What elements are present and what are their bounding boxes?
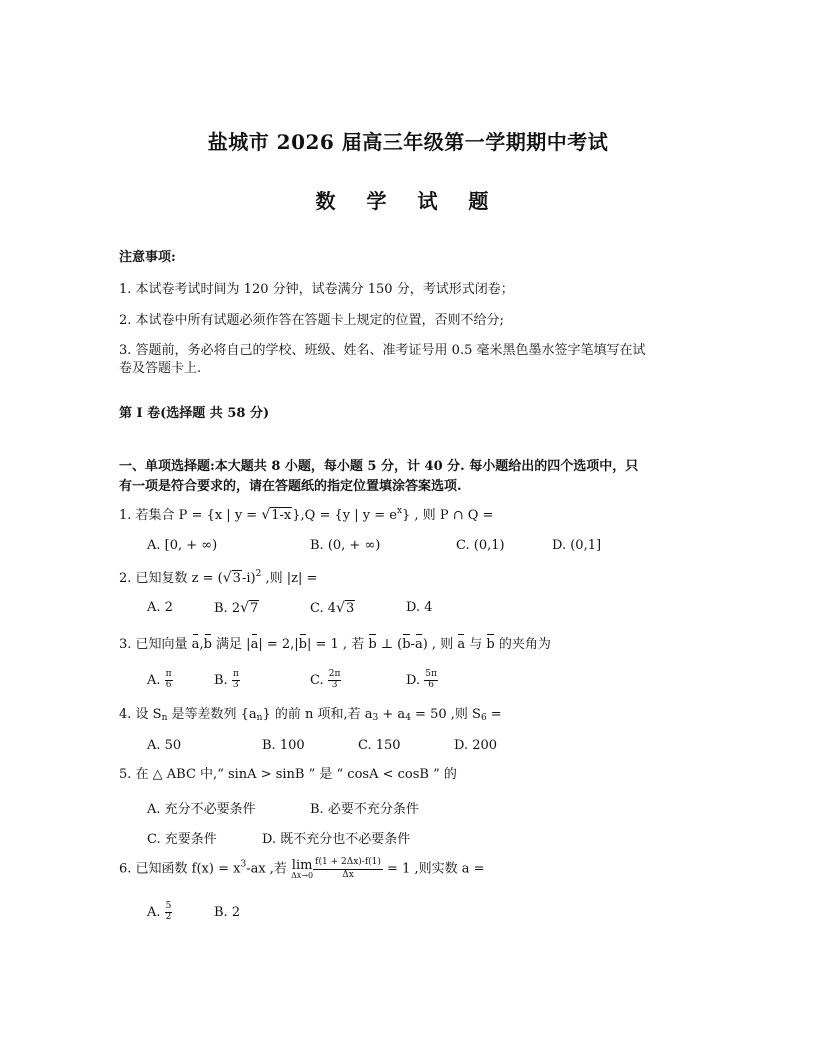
sqrt-symbol: √1-x	[261, 507, 292, 523]
q1-option-b: B. (0, + ∞)	[310, 538, 381, 553]
q6-option-b: B. 2	[214, 905, 241, 920]
q4-option-d: D. 200	[454, 738, 498, 753]
question-6-stem: 6. 已知函数 $f(x) = x^3-ax$ ,若 lim Δx→0 $\frac{f(1 + 2\Delta x)-f(1)}{\Delta x}$ = 1 ,则实数 a =	[119, 857, 485, 880]
q4-option-c: C. 150	[358, 738, 401, 753]
question-3-stem: 3. 已知向量 a,b 满足 |a| = 2,|b| = 1 , 若 b ⊥ (b-a) , 则 a 与 b 的夹角为	[119, 633, 551, 653]
q3-option-c: C. $\frac{2\pi}{3}$	[310, 669, 341, 690]
q3-option-b: B. $\frac{\pi}{3}$	[214, 669, 239, 690]
exam-subtitle: 数 学 试 题	[315, 189, 501, 213]
q1-option-d: D. (0,1]	[552, 538, 602, 553]
notice-heading: 注意事项:	[119, 250, 176, 265]
question-5-stem: 5. 在 △ ABC 中,“ sinA > sinB ” 是 “ cosA < cosB ” 的	[119, 767, 457, 782]
question-4-stem: 4. 设 $S_n$ 是等差数列 $\{a_n\}$ 的前 n 项和,若 $a_3 + a_4 = 50$ ,则 $S_6$ =	[119, 707, 502, 723]
q4-option-a: A. 50	[147, 738, 182, 753]
q2-option-c: C. 4√3	[310, 600, 355, 616]
q2-option-b: B. 2√7	[214, 600, 259, 616]
notice-item-1: 1. 本试卷考试时间为 120 分钟，试卷满分 150 分，考试形式闭卷；	[119, 282, 514, 297]
section1-intro-line2: 有一项是符合要求的，请在答题纸的指定位置填涂答案选项.	[119, 479, 462, 494]
sqrt-symbol: √3	[222, 570, 241, 586]
question-1-stem: 1. 若集合 P = {x | y = √1-x},Q = {y | $y = e^x$} , 则 P ∩ Q =	[119, 506, 494, 523]
notice-item-3: 3. 答题前，务必将自己的学校、班级、姓名、准考证号用 0.5 毫米黑色墨水签字笔填写在试	[119, 343, 646, 358]
q3-option-d: D. $\frac{5\pi}{6}$	[406, 669, 437, 690]
q5-option-c: C. 充要条件	[147, 832, 217, 847]
vector-a: a	[192, 633, 200, 653]
q5-option-d: D. 既不充分也不必要条件	[262, 832, 411, 847]
q5-option-b: B. 必要不充分条件	[310, 802, 419, 817]
q2-option-a: A. 2	[147, 600, 173, 615]
q1-option-c: C. (0,1)	[456, 538, 505, 553]
notice-item-3-cont: 卷及答题卡上.	[119, 361, 202, 376]
q6-option-a: A. $\frac{5}{2}$	[147, 901, 172, 922]
difference-quotient: $\frac{f(1 + 2\Delta x)-f(1)}{\Delta x}$	[315, 857, 381, 880]
q2-option-d: D. 4	[406, 600, 433, 615]
exam-title: 盐城市 2026 届高三年级第一学期期中考试	[207, 130, 609, 154]
q5-option-a: A. 充分不必要条件	[147, 802, 256, 817]
part1-heading: 第 I 卷(选择题 共 58 分)	[119, 406, 270, 421]
section1-intro-line1: 一、单项选择题:本大题共 8 小题，每小题 5 分，计 40 分. 每小题给出的四个选项中，只	[119, 459, 639, 474]
q3-option-a: A. $\frac{\pi}{6}$	[147, 669, 172, 690]
limit-operator: lim Δx→0	[291, 857, 314, 880]
q1-option-a: A. [0, + ∞)	[147, 538, 218, 553]
vector-b: b	[204, 633, 212, 653]
notice-item-2: 2. 本试卷中所有试题必须作答在答题卡上规定的位置，否则不给分;	[119, 313, 504, 328]
question-2-stem: 2. 已知复数 $z = (√3-i)^2$ ,则 |z| =	[119, 569, 318, 586]
q4-option-b: B. 100	[262, 738, 305, 753]
